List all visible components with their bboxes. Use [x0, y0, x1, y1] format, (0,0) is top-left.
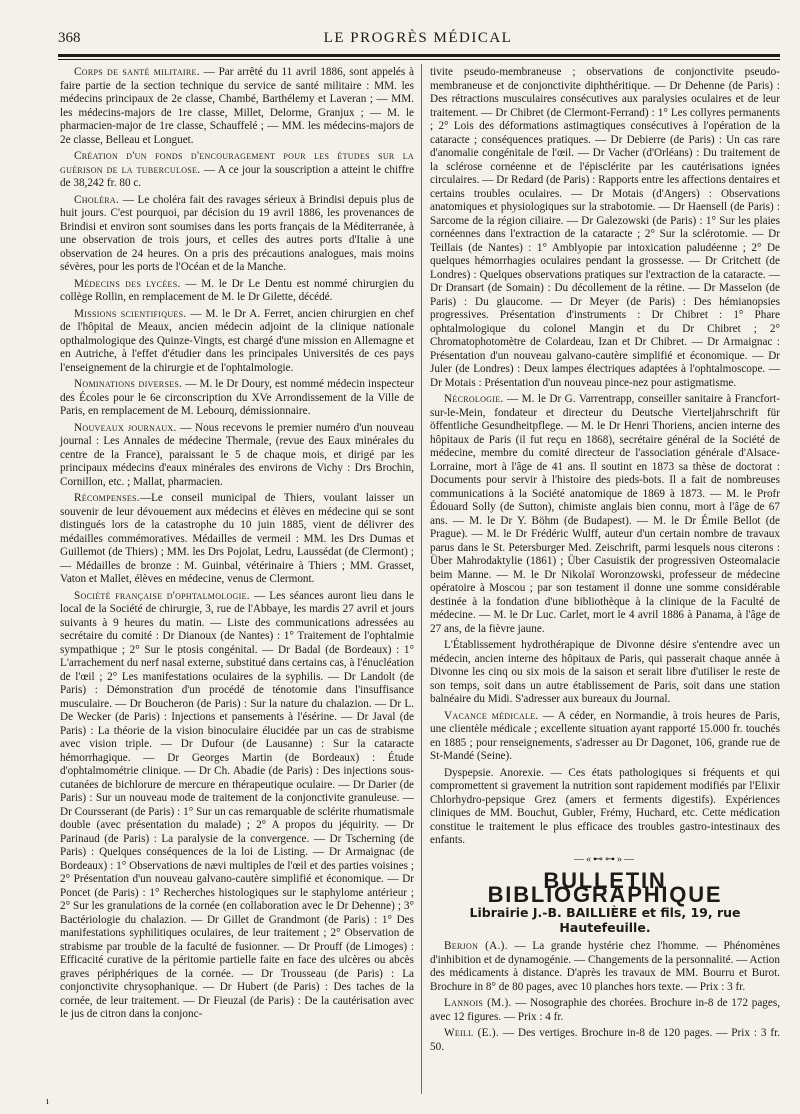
bibliography-entry: [430, 997, 780, 1024]
item-heading: Choléra.: [74, 193, 120, 206]
item-heading: Récompenses.: [74, 492, 140, 504]
column-divider: [421, 64, 422, 1094]
news-item: [60, 278, 414, 305]
entry-author: Weill (E.).: [444, 1027, 499, 1039]
news-item: [430, 767, 780, 848]
news-item: [60, 590, 414, 1022]
item-heading: Nécrologie.: [444, 393, 504, 405]
news-item: [60, 66, 414, 147]
item-heading: Société française d'ophtalmologie.: [74, 589, 250, 602]
item-text: — M. le Dr Le Dentu est nommé chirurgien du collège Rollin, en remplacement de M. le Dr Gilette, décédé.: [60, 277, 414, 303]
news-item: [60, 492, 414, 587]
item-text: — M. le Dr G. Varrentrapp, conseiller sanitaire à Francfort-sur-le-Mein, fondateur et directeur du Deutsche Vierteljahrschrift für öffentliche Gesundheitpflege. — M. le Dr Henri Thoriens, ancien interne des hôpitaux de Paris (il fut reçu en 1868), secrétaire général de la Société de médecine, membre du comité directeur de l'association générale d'Alsace-Lorraine, mort à l'âge de 41 ans. Il soutint en 1873 sa thèse de doctorat : Documents pour servir à l'histoire des pieds-bots. Il a fait de nombreuses communications à la Société anatomique de 1869 à 1873. — M. le Profr Édouard Solly (de Sutton), chimiste anglais bien connu, mort à l'âge de 67 ans. — M. le Dr Y. Böhm (de Budapest). — M. le Dr Émile Bellot (de Prague). — M. le Dr Frédéric Wulff, auteur d'un certain nombre de travaux parus dans le St. Petersburger Med. Zeischrift, parmi lesquels nous citerons : Über Mahrodaktylie (1861) ; Über Casuistik der progressiven Osteomalacie beim Manne. — M. le Dr Nikolaï Woronzowski, professeur de médecine opératoire à Moscou ; par son testament il donne une somme considérable destinée à la fondation d'une bibliothèque à la clinique de la Faculté de médecine. — M. le Dr Luc. Carlet, mort le 4 avril 1886 à Panama, à l'âge de 27 ans, de la fièvre jaune.: [430, 393, 780, 635]
news-item: [430, 66, 780, 390]
ornament-separator: —«⊷⊶»—: [574, 853, 636, 865]
item-heading: Vacance médicale.: [444, 709, 539, 722]
news-item: [60, 378, 414, 419]
entry-author: Berjon (A.).: [444, 940, 508, 952]
journal-title: LE PROGRÈS MÉDICAL: [323, 30, 513, 46]
news-item: [60, 194, 414, 275]
entry-text: — Des vertiges. Brochure in-8 de 120 pages. — Prix : 3 fr. 50.: [430, 1027, 781, 1053]
item-text: — Les séances auront lieu dans le local de la Société de chirurgie, 3, rue de l'Abbaye, les mardis 27 avril et jours suivants à 9 heures du matin. — Liste des communications adressées au secrétaire du comité : Dr Dianoux (de Nantes) : 1° Traitement de l'ophtalmie sympathique ; 2° Sur le ptosis congénital. — Dr Badal (de Bordeaux) : 1° L'arrachement du nerf nasal externe, substitué dans certains cas, à l'énucléation de l'œil ; 2° Les manifestations oculaires de la syphilis. — Dr Landolt (de Paris) : Démonstration d'un procédé de ténotomie dans l'insuffisance musculaire. — Dr Boucheron (de Paris) : Sur la nature du chalazion. — Dr L. De Wecker (de Paris) : Injections et pansements à l'ésérine. — Dr Javal (de Paris) : La théorie de la vision binoculaire élucidée par un cas de strabisme avec vision triple. — Dr Dufour (de Lausanne) : Sur la cataracte hémorrhagique. — Dr Georges Martin (de Bordeaux) : Étude d'ophtalmométrie clinique. — Dr Ch. Abadie (de Paris) : Des injections sous-cutanées de bichlorure de mercure en thérapeutique oculaire. — Dr Darier (de Paris) : Sur un nouveau mode de traitement de la conjonctivite granuleuse. — Dr Coursserant (de Paris) : 1° Sur un cas remarquable de sclérite rhumatismale double (avec présentation du malade) ; 2° A propos du jéquirity. — Dr Parinaud (de Paris) : La paralysie de la convergence. — Dr Tscherning (de Paris) : Quelques conséquences de la loi de Listing. — Dr Armaignac (de Bordeaux) : 1° Observations de nævi multiples de l'œil et des parties voisines ; 2° Présentation d'un nouveau galvano-cautère simplifié et économique. — Dr Poncet (de Paris) : 1° Recherches histologiques sur le staphylome antérieur ; 2° Sur les granulations de la cornée (en collaboration avec le Dr Dehenne) ; 3° Bactériologie du chalazion. — Dr Gillet de Grandmont (de Paris) : 1° Des manifestations syphilitiques oculaires, de leur traitement ; 2° Observation de strabisme par trouble de la faculté de fusionner. — Dr Prouff (de Limoges) : Efficacité curative de la péritomie partielle faite en face des ulcères ou abcès graves périphériques de la cornée. — Dr Trousseau (de Paris) : La conjonctivite chrysophanique. — Dr Hubert (de Paris) : Des taches de la cornée, de leur traitement. — Dr Fieuzal (de Paris) : De la cautérisation avec le jus de citron dans la conjonc-: [60, 589, 414, 1020]
page-header: [58, 30, 778, 52]
item-text: —Le conseil municipal de Thiers, voulant laisser un souvenir de leur dévouement aux médecins et élèves en médecine qui se sont distingués lors de la catastrophe du 10 juin 1885, vient de délivrer des médailles commémoratives. Médailles de vermeil : MM. les Drs Dumas et Guillemot (de Thiers) ; MM. les Drs Pojolat, Ledru, Laussédat (de Clermont) ; — Médailles de bronze : M. Guinbal, vétérinaire à Thiers ; MM. Grasset, Vaton et Mallet, élèves en médecine, venus de Clermont.: [60, 492, 414, 585]
item-text: — M. le Dr Doury, est nommé médecin inspecteur des Écoles pour le 6e circonscription du XVe Arrondissement de la Ville de Paris, en remplacement de M. Lebourq, démissionnaire.: [60, 378, 414, 417]
item-heading: Corps de santé militaire.: [74, 66, 200, 78]
item-heading: Nouveaux journaux.: [74, 421, 177, 434]
bibliography-entry: [430, 1027, 780, 1054]
header-rule-thin: [58, 59, 780, 60]
item-text: — Par arrêté du 11 avril 1886, sont appelés à faire partie de la section technique du service de santé militaire : MM. les médecins principaux de 2e classe, Chambé, Barthélemy et Laveran ; — MM. les médecins-majors de 1re classe, Millet, Delorme, Granjux ; — M. le pharmacien-major de 1re classe, Schauffelé ; — MM. les médecins-majors de 2e classe, Belleau et Longuet.: [60, 66, 414, 146]
item-text: — Le choléra fait des ravages sérieux à Brindisi depuis plus de huit jours. C'est pourquoi, par décision du 19 avril 1886, les provenances de Brindisi et environ sont soumises dans les ports français de la Méditerranée, à une observation de trois jours, et celles des autres ports d'Italie à une observation de 24 heures. On a pris des précautions analogues, mais moins sévères, pour les ports de l'Océan et de la Manche.: [60, 193, 414, 273]
header-rule-thick: [58, 54, 780, 57]
left-column: [60, 66, 414, 1025]
page-number: 368: [58, 30, 81, 46]
news-item: [430, 393, 780, 636]
right-column: [430, 66, 780, 1057]
news-item: [430, 710, 780, 764]
item-heading: Création d'un fonds d'encouragement pour les études sur la guérison de la tuberculose.: [60, 150, 414, 176]
news-item: [60, 308, 414, 376]
item-heading: Missions scientifiques.: [74, 307, 187, 320]
bibliography-entry: [430, 940, 780, 994]
news-item: [430, 639, 780, 707]
item-text: L'Établissement hydrothérapique de Divonne désire s'entendre avec un médecin, ancien interne des hôpitaux de Paris, qui passerait chaque année à Divonne les cinq ou six mois de la saison et serait libre d'utiliser le reste de son temps, soit dans un autre établissement de Paris, soit dans une station balnéaire du Midi. S'adresser aux bureaux du Journal.: [430, 639, 780, 705]
item-text: tivite pseudo-membraneuse ; observations de conjonctivite pseudo-membraneuse et de conjonctivite diphthéritique. — Dr Dehenne (de Paris) : Des rétractions musculaires consécutives aux paralysies oculaires et de leur traitement. — Dr Chibret (de Clermont-Ferrand) : 1° Les collyres permanents ; 2° Lois des déformations astimagtiques consécutives à l'opération de la cataracte ; conséquences pratiques. — Dr Debierre (de Paris) : Un cas rare d'anomalie congénitale de l'œil. — Dr Vacher (d'Orléans) : Du traitement de la sclérose cornéenne et de l'épisclérite par les cautérisations ignées circulaires. — Dr Redard (de Paris) : Rapports entre les affections dentaires et certains troubles oculaires. — Dr Motais (d'Angers) : Observations anatomiques et physiologiques sur la strabotomie. — Dr Haensell (de Paris) : Sarcome de la région ciliaire. — Dr Galezowski (de Paris) : 1° Sur les plaies cornéennes dans l'extraction de la cataracte ; 2° Sur la sclérotomie. — Dr Teillais (de Nantes) : 1° Amblyopie par intoxication paludéenne ; 2° De quelques hémorrhagies oculaires pendant la grossesse. — Dr Critchett (de Londres) : Quelques observations pratiques sur l'extraction de la cataracte. — Dr Dransart (de Somain) : Du décollement de la rétine. — Dr Masselon (de Paris) : Du glaucome. — Dr Meyer (de Paris) : Des hémianopsies progressives. Présentation d'instruments : Dr Chibret : 1° Phare ophtalmologique du colonel Mangin et du Dr Chibret ; 2° Chromatophotomètre de Colardeau, Izan et Dr Chibret. — Dr Armaignac : Présentation d'un nouveau galvano-cautère simplifié et économique. — Dr Juler (de Londres) : Deux lampes électriques adaptées à l'ophtalmoscope. — Dr Motais : Présentation d'un nouveau pince-nez pour astigmatisme.: [430, 66, 780, 389]
item-heading: Nominations diverses.: [74, 378, 183, 390]
item-text: — M. le Dr A. Ferret, ancien chirurgien en chef de l'hôpital de Meaux, ancien médecin adjoint de la clinique nationale opthalmologique des Quinze-Vingts, est chargé d'une mission en Allemagne et en Autriche, à l'effet d'étudier dans les principales Universités de ces pays l'enseignement de la chirurgie et de l'ophtalmologie.: [60, 307, 414, 374]
entry-text: — Nosographie des chorées. Brochure in-8 de 172 pages, avec 12 figures. — Prix : 4 fr.: [430, 997, 780, 1023]
entry-text: — La grande hystérie chez l'homme. — Phénomènes d'inhibition et de dynamogénie. — Changements de la personnalité. — Action des médicaments à distance. D'après les travaux de MM. Bourru et Burot. Brochure in 8° de 80 pages, avec 10 planches hors texte. — Prix : 3 fr.: [430, 940, 781, 993]
item-text: — A céder, en Normandie, à trois heures de Paris, une clientèle médicale ; excellente situation ayant rapporté 15.000 fr. touchés en 1885 ; pour renseignements, s'adresser au Dr Dagonet, 106, grande rue de St-Mandé (Seine).: [430, 709, 780, 762]
item-heading: Médecins des lycées.: [74, 277, 181, 290]
item-text: Dyspepsie. Anorexie. — Ces états pathologiques si fréquents et qui compromettent si gravement la nutrition sont rapidement modifiés par l'Elixir Chlorhydro-pepsique Grez (amers et ferments digestifs). Expériences cliniques de MM. Bouchut, Gubler, Frémy, Huchard, etc. Cette médication constitue le traitement le plus efficace des troubles gastro-intestinaux des enfants.: [430, 766, 780, 846]
news-item: [60, 150, 414, 191]
item-text: — Nous recevons le premier numéro d'un nouveau journal : Les Annales de médecine Thermale, (revue des Eaux minérales du centre de la France), paraissant le 5 de chaque mois, et dirigé par les principaux médecins d'eaux minérales des environs de Vichy : Drs Brochin, Cornillon, etc. ; Mallat, pharmacien.: [60, 421, 415, 488]
news-item: [60, 422, 414, 490]
bibliography-title: BULLETIN BIBLIOGRAPHIQUE: [487, 868, 723, 907]
page-bottom-mark: ı: [46, 1096, 49, 1107]
bibliography-publisher: Librairie J.-B. BAILLIÈRE et fils, 19, rue Hautefeuille.: [469, 905, 741, 935]
entry-author: Lannois (M.).: [444, 997, 512, 1009]
item-text: — A ce jour la souscription a atteint le chiffre de 38,242 fr. 80 c.: [60, 163, 414, 189]
